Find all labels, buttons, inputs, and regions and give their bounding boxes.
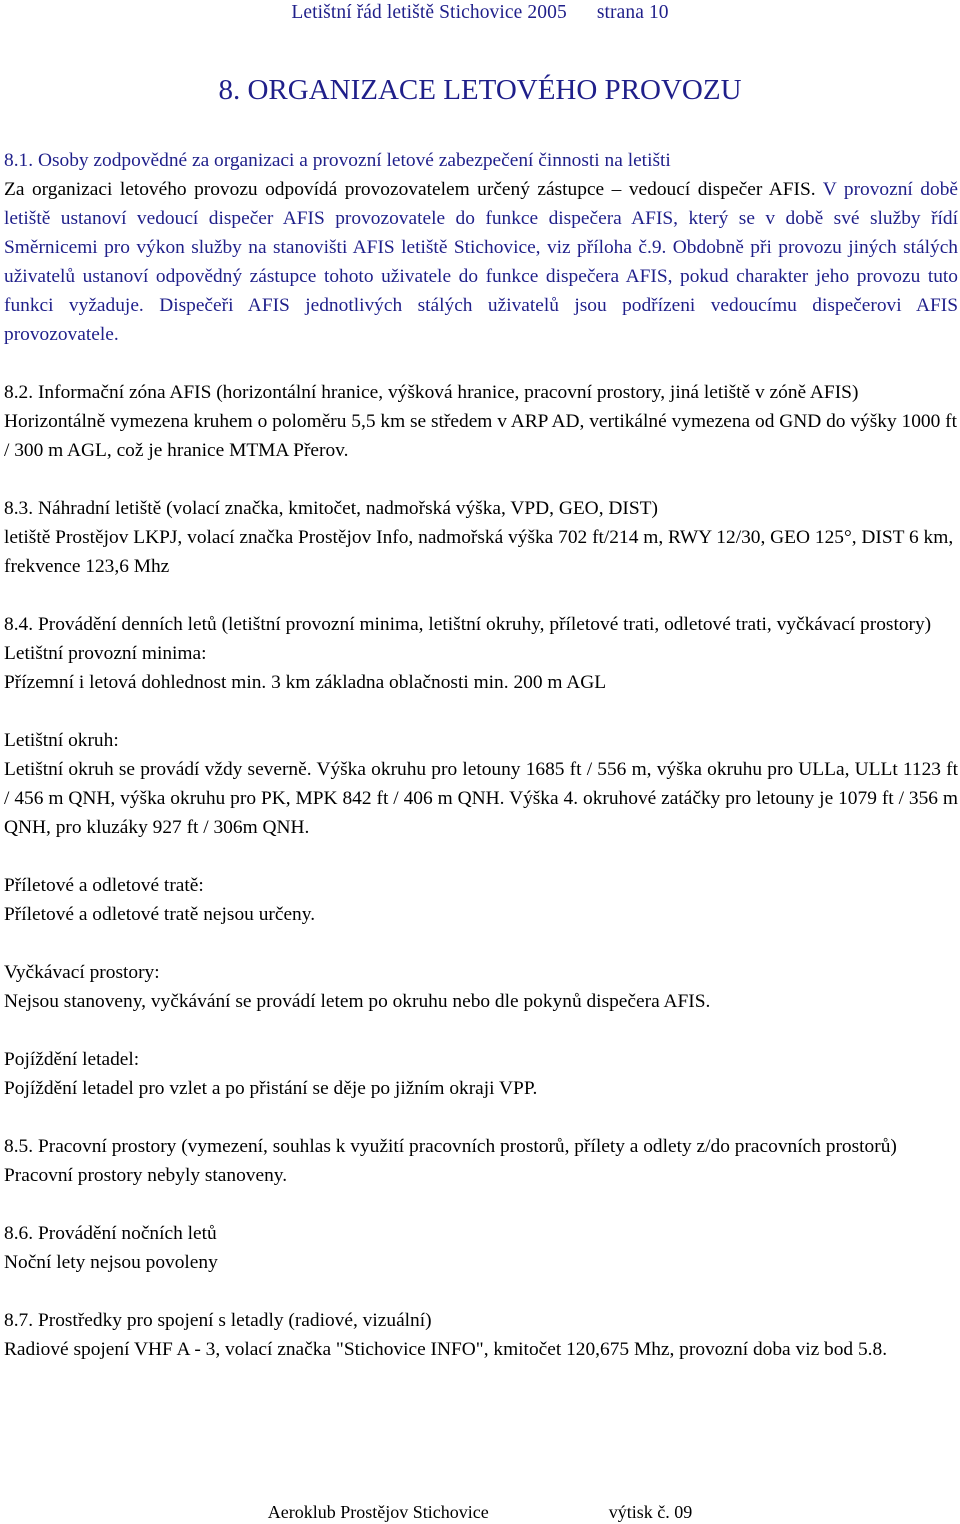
holding-text: Nejsou stanoveny, vyčkávání se provádí letem po okruhu nebo dle pokynů dispečera AFIS.: [4, 991, 711, 1012]
minima-text: Přízemní i letová dohlednost min. 3 km základna oblačnosti min. 200 m AGL: [4, 672, 607, 693]
section-heading-text: Osoby zodpovědné za organizaci a provozní letové zabezpečení činnosti na letišti: [37, 150, 671, 171]
section-number: 8.4.: [4, 614, 34, 635]
section-8-5-body: Pracovní prostory nebyly stanoveny.: [4, 1165, 288, 1186]
section-8-6-body: Noční lety nejsou povoleny: [4, 1252, 218, 1273]
header-page-number: strana 10: [596, 2, 669, 23]
section-8-6-heading: [4, 1219, 958, 1248]
section-8-1-heading: [4, 146, 958, 175]
section-heading-text: Informační zóna AFIS (horizontální hranice, výšková hranice, pracovní prostory, jiná letiště v zóně AFIS): [37, 382, 859, 403]
paragraph-text: Výška okruhu pro letouny 1685 ft / 556 m, výška okruhu pro ULLa, ULLt 1123 ft / 456 m QNH, výška okruhu pro PK, MPK 842 ft / 406 m QNH.: [4, 759, 959, 809]
footer-organization: Aeroklub Prostějov Stichovice: [267, 1502, 489, 1522]
section-number: 8.6.: [4, 1223, 34, 1244]
paragraph-text: Letištní okruh se provádí vždy severně.: [4, 759, 312, 780]
paragraph-text: Výška 4. okruhové zatáčky pro letouny je 1079 ft / 356 m QNH, pro kluzáky 927 ft / 306m QNH.: [4, 788, 959, 838]
paragraph-text: Dispečeři AFIS jednotlivých stálých uživatelů jsou podřízeni vedoucímu dispečerovi AFIS provozovatele.: [4, 295, 958, 345]
document-body: [4, 146, 958, 1364]
routes-text: Příletové a odletové tratě nejsou určeny.: [4, 904, 316, 925]
routes-label: Příletové a odletové tratě:: [4, 875, 204, 896]
section-number: 8.5.: [4, 1136, 34, 1157]
section-8-7-heading: [4, 1306, 958, 1335]
section-number: 8.7.: [4, 1310, 34, 1331]
section-8-4-heading: [4, 610, 958, 639]
circuit-label: Letištní okruh:: [4, 730, 119, 751]
paragraph-text: V provozní době letiště ustanoví vedoucí dispečer AFIS provozovatele do funkce dispečera AFIS, který se v době své služby řídí Směrnicemi pro výkon služby na stanovišti AFIS letiště Stichovice, viz příloha č.9.: [4, 179, 959, 258]
section-heading-text: Provádění denních letů (letištní provozní minima, letištní okruhy, příletové trati, odletové trati, vyčkávací prostory): [37, 614, 932, 635]
section-8-5-heading: [4, 1132, 958, 1161]
section-heading-text: Náhradní letiště (volací značka, kmitočet, nadmořská výška, VPD, GEO, DIST): [37, 498, 658, 519]
page-footer: [0, 1501, 960, 1523]
minima-label: Letištní provozní minima:: [4, 643, 207, 664]
paragraph-text: Za organizaci letového provozu odpovídá provozovatelem určený zástupce – vedoucí dispečer AFIS.: [4, 179, 816, 200]
section-8-7-body: Radiové spojení VHF A - 3, volací značka "Stichovice INFO", kmitočet 120,675 Mhz, provozní doba viz bod 5.8.: [4, 1339, 888, 1360]
section-number: 8.3.: [4, 498, 34, 519]
header-document-title: Letištní řád letiště Stichovice 2005: [291, 2, 567, 23]
section-8-2-heading: [4, 378, 958, 407]
circuit-text: [4, 755, 958, 842]
section-8-3-body: letiště Prostějov LKPJ, volací značka Prostějov Info, nadmořská výška 702 ft/214 m, RWY 12/30, GEO 125°, DIST 6 km, frekvence 123,6 Mhz: [4, 527, 954, 577]
section-8-1-body: [4, 175, 958, 349]
chapter-title: 8. ORGANIZACE LETOVÉHO PROVOZU: [218, 74, 742, 106]
taxi-label: Pojíždění letadel:: [4, 1049, 140, 1070]
section-8-3-heading: [4, 494, 958, 523]
paragraph-text: Obdobně při provozu jiných stálých uživatelů ustanoví odpovědný zástupce tohoto uživatele do funkce dispečera AFIS, pokud charakter jeho provozu tuto funkci vyžaduje.: [4, 237, 958, 316]
footer-edition: výtisk č. 09: [608, 1502, 693, 1522]
section-number: 8.1.: [4, 150, 34, 171]
taxi-text: Pojíždění letadel pro vzlet a po přistání se děje po jižním okraji VPP.: [4, 1078, 538, 1099]
page-header: [0, 2, 960, 24]
section-heading-text: Prostředky pro spojení s letadly (radiové, vizuální): [37, 1310, 432, 1331]
section-8-2-body: Horizontálně vymezena kruhem o poloměru 5,5 km se středem v ARP AD, vertikálné vymezena od GND do výšky 1000 ft / 300 m AGL, což je hranice MTMA Přerov.: [4, 411, 957, 461]
holding-label: Vyčkávací prostory:: [4, 962, 160, 983]
section-number: 8.2.: [4, 382, 34, 403]
section-heading-text: Pracovní prostory (vymezení, souhlas k využití pracovních prostorů, přílety a odlety z/do pracovních prostorů): [37, 1136, 897, 1157]
section-heading-text: Provádění nočních letů: [37, 1223, 217, 1244]
